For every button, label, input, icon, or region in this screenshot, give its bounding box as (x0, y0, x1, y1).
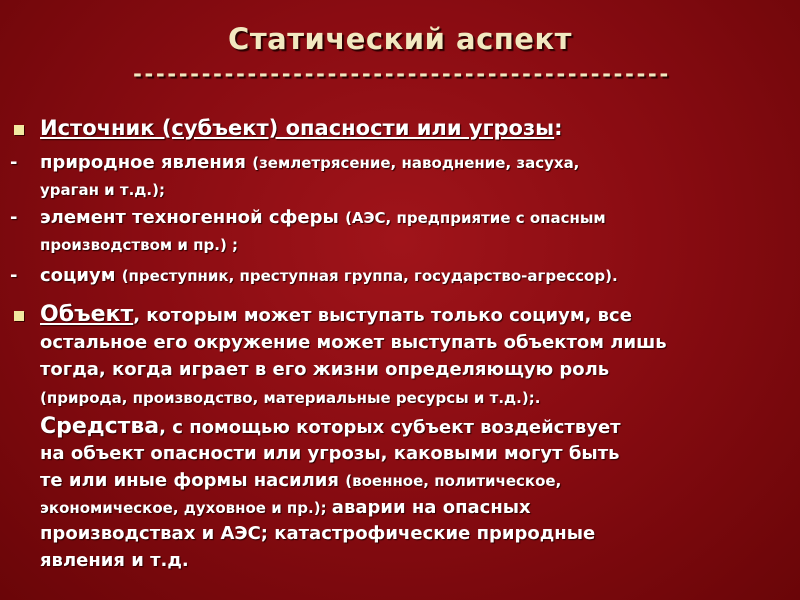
means-line (40, 414, 621, 439)
means-text-line: производствах и АЭС; катастрофические природные (40, 523, 596, 544)
means-text-line (40, 470, 561, 491)
list-item-detail-cont: производством и пр.) ; (40, 236, 239, 254)
list-item-lead: элемент техногенной сферы (40, 207, 346, 228)
object-line (40, 302, 632, 327)
title-divider: ----------------------------------------------- (131, 62, 669, 86)
object-text-line: тогда, когда играет в его жизни определяющую роль (40, 359, 610, 380)
dash-marker: - (10, 265, 18, 286)
object-heading: Объект (40, 302, 134, 327)
object-line-rest: , которым может выступать только социум, все (133, 305, 632, 326)
means-text-line: на объект опасности или угрозы, каковыми могут быть (40, 443, 620, 464)
dash-marker: - (10, 152, 18, 173)
list-item-society (40, 265, 618, 286)
source-heading-line (40, 116, 563, 140)
means-text-part: экономическое, духовное и пр.); (40, 499, 332, 517)
bullet-square-icon (14, 311, 24, 321)
means-text-part: аварии на опасных (331, 497, 531, 518)
object-text-line: остальное его окружение может выступать объектом лишь (40, 332, 667, 353)
list-item-detail: (АЭС, предприятие с опасным (345, 209, 606, 227)
means-text-line: явления и т.д. (40, 550, 189, 571)
list-item-technogenic (40, 207, 606, 228)
means-text-line (40, 497, 531, 518)
means-text-part: (военное, политическое, (345, 472, 562, 490)
list-item-detail-cont: ураган и т.д.); (40, 181, 165, 199)
means-text-part: те или иные формы насилия (40, 470, 346, 491)
list-item-detail: (преступник, преступная группа, государство-агрессор). (121, 267, 618, 285)
dash-marker: - (10, 207, 18, 228)
source-heading: Источник (субъект) опасности или угрозы (40, 116, 555, 140)
means-line-rest: , с помощью которых субъект воздействует (159, 417, 621, 438)
list-item-detail: (землетрясение, наводнение, засуха, (252, 154, 580, 172)
source-heading-colon: : (554, 116, 563, 140)
slide-title: Статический аспект (228, 22, 572, 56)
list-item-lead: природное явления (40, 152, 253, 173)
bullet-square-icon (14, 125, 24, 135)
list-item-lead: социум (40, 265, 122, 286)
list-item-natural (40, 152, 579, 173)
means-heading: Средства (40, 414, 160, 439)
object-text-line: (природа, производство, материальные ресурсы и т.д.);. (40, 389, 541, 407)
